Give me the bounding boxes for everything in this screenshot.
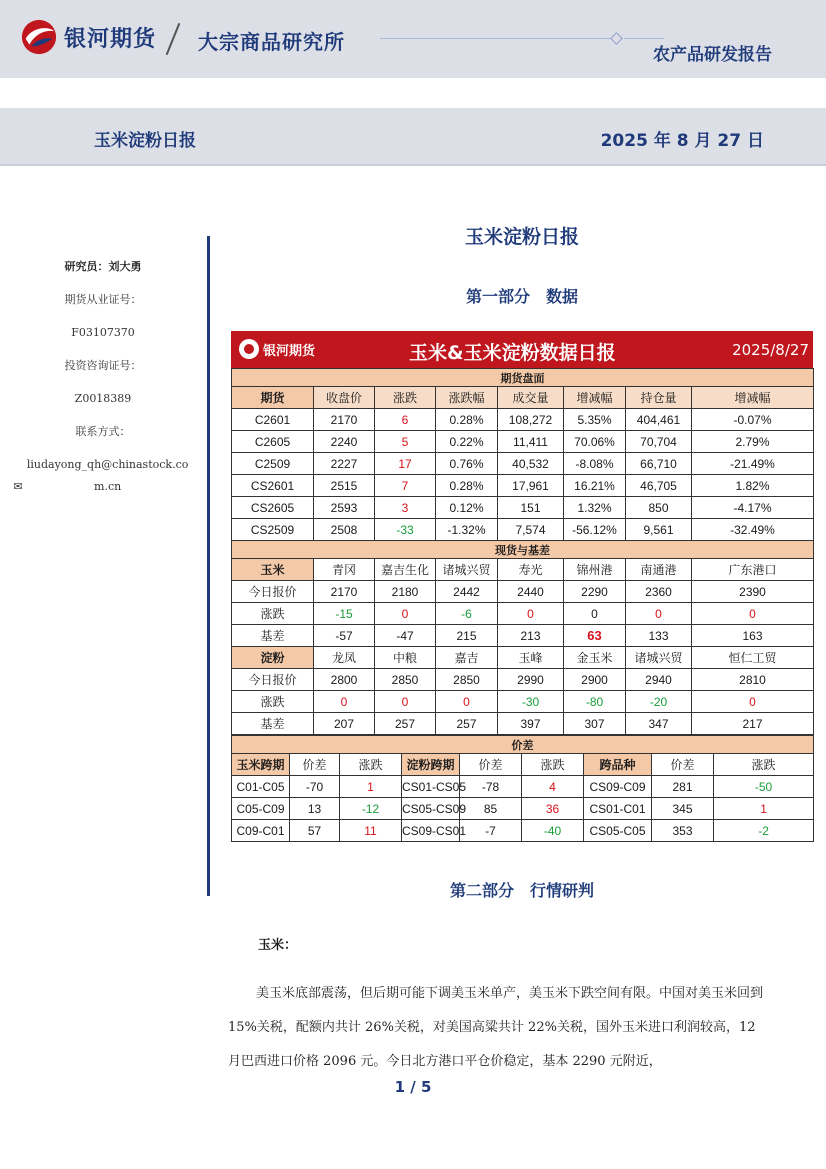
table-cell: 2.79% bbox=[692, 431, 814, 453]
table-cell: 2240 bbox=[314, 431, 375, 453]
table-cell: 0 bbox=[564, 603, 626, 625]
table-cell: C2605 bbox=[232, 431, 314, 453]
table-cell: 353 bbox=[652, 820, 714, 842]
table-cell: 0.28% bbox=[436, 409, 498, 431]
analysis-paragraph: 美玉米底部震荡，但后期可能下调美玉米单产，美玉米下跌空间有限。中国对美玉米回到 15%关税，配额内共计 26%关税，对美国高粱共计 22%关税，国外玉米进口利润较高，12 月巴西进口价格 2096 元。今日北方港口平仓价稳定，基本 2290 元附近， bbox=[228, 986, 764, 1069]
table-cell: -78 bbox=[460, 776, 522, 798]
column-header: 涨跌 bbox=[340, 754, 402, 776]
table-cell: -4.17% bbox=[692, 497, 814, 519]
table-row bbox=[232, 625, 814, 647]
sidebar-rule bbox=[207, 236, 210, 896]
section-heading-data: 第一部分 数据 bbox=[465, 287, 578, 306]
table-cell: 2440 bbox=[498, 581, 564, 603]
section-heading-analysis: 第二部分 行情研判 bbox=[449, 881, 594, 900]
column-header: 收盘价 bbox=[314, 387, 375, 409]
table-cell: 涨跌 bbox=[232, 691, 314, 713]
column-header: 诸城兴贸 bbox=[436, 559, 498, 581]
contact-label: 联系方式： bbox=[75, 425, 131, 438]
table-cell: C05-C09 bbox=[232, 798, 290, 820]
column-header: 涨跌 bbox=[522, 754, 584, 776]
column-header: 南通港 bbox=[626, 559, 692, 581]
email-text: liudayong_qh@chinastock.com.cn bbox=[26, 458, 189, 493]
table-cell: 2990 bbox=[498, 669, 564, 691]
page-number: 1 / 5 bbox=[394, 1078, 432, 1096]
table-cell: -40 bbox=[522, 820, 584, 842]
table-cell: 1.82% bbox=[692, 475, 814, 497]
table-cell: 0.22% bbox=[436, 431, 498, 453]
table-cell: 2900 bbox=[564, 669, 626, 691]
table-cell: 63 bbox=[564, 625, 626, 647]
table-row bbox=[232, 475, 814, 497]
table-cell: 281 bbox=[652, 776, 714, 798]
galaxy-logo-icon bbox=[20, 18, 58, 56]
table-cell: -7 bbox=[460, 820, 522, 842]
table-cell: 7 bbox=[375, 475, 436, 497]
table-cell: C2601 bbox=[232, 409, 314, 431]
table-cell: 207 bbox=[314, 713, 375, 735]
table-cell: -50 bbox=[714, 776, 814, 798]
table-cell: 2850 bbox=[375, 669, 436, 691]
table-cell: -12 bbox=[340, 798, 402, 820]
header-row bbox=[232, 754, 814, 776]
table-cell: 基差 bbox=[232, 713, 314, 735]
table-cell: 2390 bbox=[692, 581, 814, 603]
table-row bbox=[232, 409, 814, 431]
column-header: 锦州港 bbox=[564, 559, 626, 581]
column-header: 玉米 bbox=[232, 559, 314, 581]
table-cell: 133 bbox=[626, 625, 692, 647]
table-cell: 0 bbox=[375, 691, 436, 713]
table-cell: 0.76% bbox=[436, 453, 498, 475]
table-cell: 7,574 bbox=[498, 519, 564, 541]
table-row bbox=[232, 691, 814, 713]
table-cell: CS2605 bbox=[232, 497, 314, 519]
table-cell: 2810 bbox=[692, 669, 814, 691]
table-cell: 345 bbox=[652, 798, 714, 820]
report-date: 2025 年 8 月 27 日 bbox=[600, 131, 764, 151]
column-header: 价差 bbox=[652, 754, 714, 776]
table-logo-text: 银河期货 bbox=[263, 343, 316, 359]
column-header: 价差 bbox=[460, 754, 522, 776]
table-row bbox=[232, 713, 814, 735]
table-cell: 40,532 bbox=[498, 453, 564, 475]
table-cell: CS2509 bbox=[232, 519, 314, 541]
license-label: 期货从业证号： bbox=[64, 293, 142, 306]
table-cell: 151 bbox=[498, 497, 564, 519]
table-cell: 16.21% bbox=[564, 475, 626, 497]
table-cell: 0 bbox=[314, 691, 375, 713]
table-cell: 2850 bbox=[436, 669, 498, 691]
table-cell: 0 bbox=[692, 603, 814, 625]
spread-table bbox=[231, 735, 814, 842]
header-row bbox=[232, 647, 814, 669]
column-header: 寿光 bbox=[498, 559, 564, 581]
table-cell: 1.32% bbox=[564, 497, 626, 519]
table-cell: 11,411 bbox=[498, 431, 564, 453]
table-cell: 0 bbox=[498, 603, 564, 625]
table-cell: 36 bbox=[522, 798, 584, 820]
column-header: 淀粉跨期 bbox=[402, 754, 460, 776]
galaxy-logo-icon bbox=[239, 339, 259, 359]
column-header: 玉米跨期 bbox=[232, 754, 290, 776]
table-cell: -33 bbox=[375, 519, 436, 541]
column-header: 价差 bbox=[290, 754, 340, 776]
column-header: 诸城兴贸 bbox=[626, 647, 692, 669]
table-cell: CS05-C05 bbox=[584, 820, 652, 842]
table-cell: -70 bbox=[290, 776, 340, 798]
table-cell: 基差 bbox=[232, 625, 314, 647]
table-row bbox=[232, 431, 814, 453]
table-cell: 163 bbox=[692, 625, 814, 647]
column-header: 龙凤 bbox=[314, 647, 375, 669]
author-sidebar bbox=[0, 250, 206, 498]
table-row bbox=[232, 603, 814, 625]
decorative-line bbox=[380, 38, 615, 39]
table-row bbox=[232, 581, 814, 603]
table-row bbox=[232, 669, 814, 691]
table-cell: 今日报价 bbox=[232, 581, 314, 603]
table-cell: -20 bbox=[626, 691, 692, 713]
section-row bbox=[232, 736, 814, 754]
table-cell: 0 bbox=[626, 603, 692, 625]
table-row bbox=[232, 519, 814, 541]
brand-logo bbox=[20, 18, 156, 56]
market-table bbox=[231, 368, 814, 735]
table-cell: -8.08% bbox=[564, 453, 626, 475]
header-row bbox=[232, 559, 814, 581]
table-cell: 2170 bbox=[314, 409, 375, 431]
mail-icon: ✉ bbox=[13, 480, 23, 493]
table-cell: -47 bbox=[375, 625, 436, 647]
column-header: 广东港口 bbox=[692, 559, 814, 581]
table-row bbox=[232, 798, 814, 820]
table-cell: 2800 bbox=[314, 669, 375, 691]
table-cell: -56.12% bbox=[564, 519, 626, 541]
table-cell: -80 bbox=[564, 691, 626, 713]
table-cell: 2180 bbox=[375, 581, 436, 603]
table-cell: 1 bbox=[714, 798, 814, 820]
column-header: 涨跌 bbox=[375, 387, 436, 409]
column-header: 期货 bbox=[232, 387, 314, 409]
column-header: 增减幅 bbox=[692, 387, 814, 409]
brand-name: 银河期货 bbox=[64, 26, 157, 52]
table-cell: 1 bbox=[340, 776, 402, 798]
section-row bbox=[232, 369, 814, 387]
table-cell: 4 bbox=[522, 776, 584, 798]
column-header: 青冈 bbox=[314, 559, 375, 581]
section-label: 现货与基差 bbox=[232, 541, 814, 559]
table-cell: 2170 bbox=[314, 581, 375, 603]
table-cell: 2940 bbox=[626, 669, 692, 691]
table-cell: 2515 bbox=[314, 475, 375, 497]
consult-number: Z0018389 bbox=[74, 392, 132, 405]
table-row bbox=[232, 776, 814, 798]
table-cell: 2227 bbox=[314, 453, 375, 475]
table-cell: 215 bbox=[436, 625, 498, 647]
column-header: 成交量 bbox=[498, 387, 564, 409]
table-logo bbox=[239, 339, 315, 359]
column-header: 持仓量 bbox=[626, 387, 692, 409]
table-cell: 0 bbox=[692, 691, 814, 713]
table-cell: 257 bbox=[375, 713, 436, 735]
table-cell: C09-C01 bbox=[232, 820, 290, 842]
institute-name: 大宗商品研究所 bbox=[198, 30, 345, 54]
table-cell: 5 bbox=[375, 431, 436, 453]
column-header: 中粮 bbox=[375, 647, 436, 669]
table-cell: C2509 bbox=[232, 453, 314, 475]
table-cell: 3 bbox=[375, 497, 436, 519]
table-cell: 2508 bbox=[314, 519, 375, 541]
table-cell: 9,561 bbox=[626, 519, 692, 541]
license-number: F03107370 bbox=[71, 326, 135, 339]
data-table bbox=[231, 331, 813, 842]
table-cell: CS01-CS05 bbox=[402, 776, 460, 798]
table-cell: 70,704 bbox=[626, 431, 692, 453]
table-cell: C01-C05 bbox=[232, 776, 290, 798]
table-cell: 66,710 bbox=[626, 453, 692, 475]
section-label: 期货盘面 bbox=[232, 369, 814, 387]
table-cell: 17,961 bbox=[498, 475, 564, 497]
table-date: 2025/8/27 bbox=[732, 341, 809, 359]
table-cell: 6 bbox=[375, 409, 436, 431]
table-cell: 2593 bbox=[314, 497, 375, 519]
table-cell: 85 bbox=[460, 798, 522, 820]
table-cell: 850 bbox=[626, 497, 692, 519]
table-cell: CS09-C09 bbox=[584, 776, 652, 798]
table-cell: 70.06% bbox=[564, 431, 626, 453]
table-cell: 213 bbox=[498, 625, 564, 647]
column-header: 增减幅 bbox=[564, 387, 626, 409]
column-header: 金玉米 bbox=[564, 647, 626, 669]
table-cell: 5.35% bbox=[564, 409, 626, 431]
table-cell: 217 bbox=[692, 713, 814, 735]
table-cell: 307 bbox=[564, 713, 626, 735]
table-cell: -30 bbox=[498, 691, 564, 713]
column-header: 跨品种 bbox=[584, 754, 652, 776]
table-cell: 397 bbox=[498, 713, 564, 735]
contact-email[interactable] bbox=[0, 448, 206, 498]
table-cell: 2442 bbox=[436, 581, 498, 603]
table-cell: -0.07% bbox=[692, 409, 814, 431]
table-cell: CS01-C01 bbox=[584, 798, 652, 820]
table-row bbox=[232, 820, 814, 842]
section-label: 价差 bbox=[232, 736, 814, 754]
document-title: 玉米淀粉日报 bbox=[464, 226, 579, 248]
table-cell: 0.12% bbox=[436, 497, 498, 519]
header-row bbox=[232, 387, 814, 409]
table-title: 玉米&玉米淀粉数据日报 bbox=[409, 342, 616, 364]
researcher-name: 研究员：刘大勇 bbox=[64, 260, 142, 273]
column-header: 涨跌 bbox=[714, 754, 814, 776]
table-row bbox=[232, 497, 814, 519]
table-cell: -15 bbox=[314, 603, 375, 625]
column-header: 嘉吉生化 bbox=[375, 559, 436, 581]
table-cell: 2290 bbox=[564, 581, 626, 603]
table-cell: 404,461 bbox=[626, 409, 692, 431]
table-cell: -6 bbox=[436, 603, 498, 625]
report-type: 农产品研发报告 bbox=[653, 45, 772, 65]
table-cell: 2360 bbox=[626, 581, 692, 603]
table-cell: 0.28% bbox=[436, 475, 498, 497]
table-cell: 13 bbox=[290, 798, 340, 820]
column-header: 玉峰 bbox=[498, 647, 564, 669]
table-cell: 涨跌 bbox=[232, 603, 314, 625]
table-cell: CS05-CS09 bbox=[402, 798, 460, 820]
column-header: 淀粉 bbox=[232, 647, 314, 669]
table-banner bbox=[231, 331, 813, 368]
corn-label: 玉米： bbox=[258, 938, 298, 953]
table-cell: 257 bbox=[436, 713, 498, 735]
column-header: 涨跌幅 bbox=[436, 387, 498, 409]
column-header: 恒仁工贸 bbox=[692, 647, 814, 669]
table-cell: -57 bbox=[314, 625, 375, 647]
table-cell: 11 bbox=[340, 820, 402, 842]
table-cell: -32.49% bbox=[692, 519, 814, 541]
table-cell: 57 bbox=[290, 820, 340, 842]
table-cell: CS2601 bbox=[232, 475, 314, 497]
column-header: 嘉吉 bbox=[436, 647, 498, 669]
table-cell: 今日报价 bbox=[232, 669, 314, 691]
report-subtitle: 玉米淀粉日报 bbox=[94, 131, 196, 151]
table-row bbox=[232, 453, 814, 475]
table-cell: CS09-CS01 bbox=[402, 820, 460, 842]
table-cell: -2 bbox=[714, 820, 814, 842]
table-cell: 347 bbox=[626, 713, 692, 735]
table-cell: -21.49% bbox=[692, 453, 814, 475]
section-row bbox=[232, 541, 814, 559]
table-cell: 0 bbox=[375, 603, 436, 625]
table-cell: -1.32% bbox=[436, 519, 498, 541]
consult-label: 投资咨询证号： bbox=[64, 359, 142, 372]
table-cell: 17 bbox=[375, 453, 436, 475]
table-cell: 0 bbox=[436, 691, 498, 713]
decorative-line bbox=[624, 38, 664, 39]
table-cell: 108,272 bbox=[498, 409, 564, 431]
table-cell: 46,705 bbox=[626, 475, 692, 497]
